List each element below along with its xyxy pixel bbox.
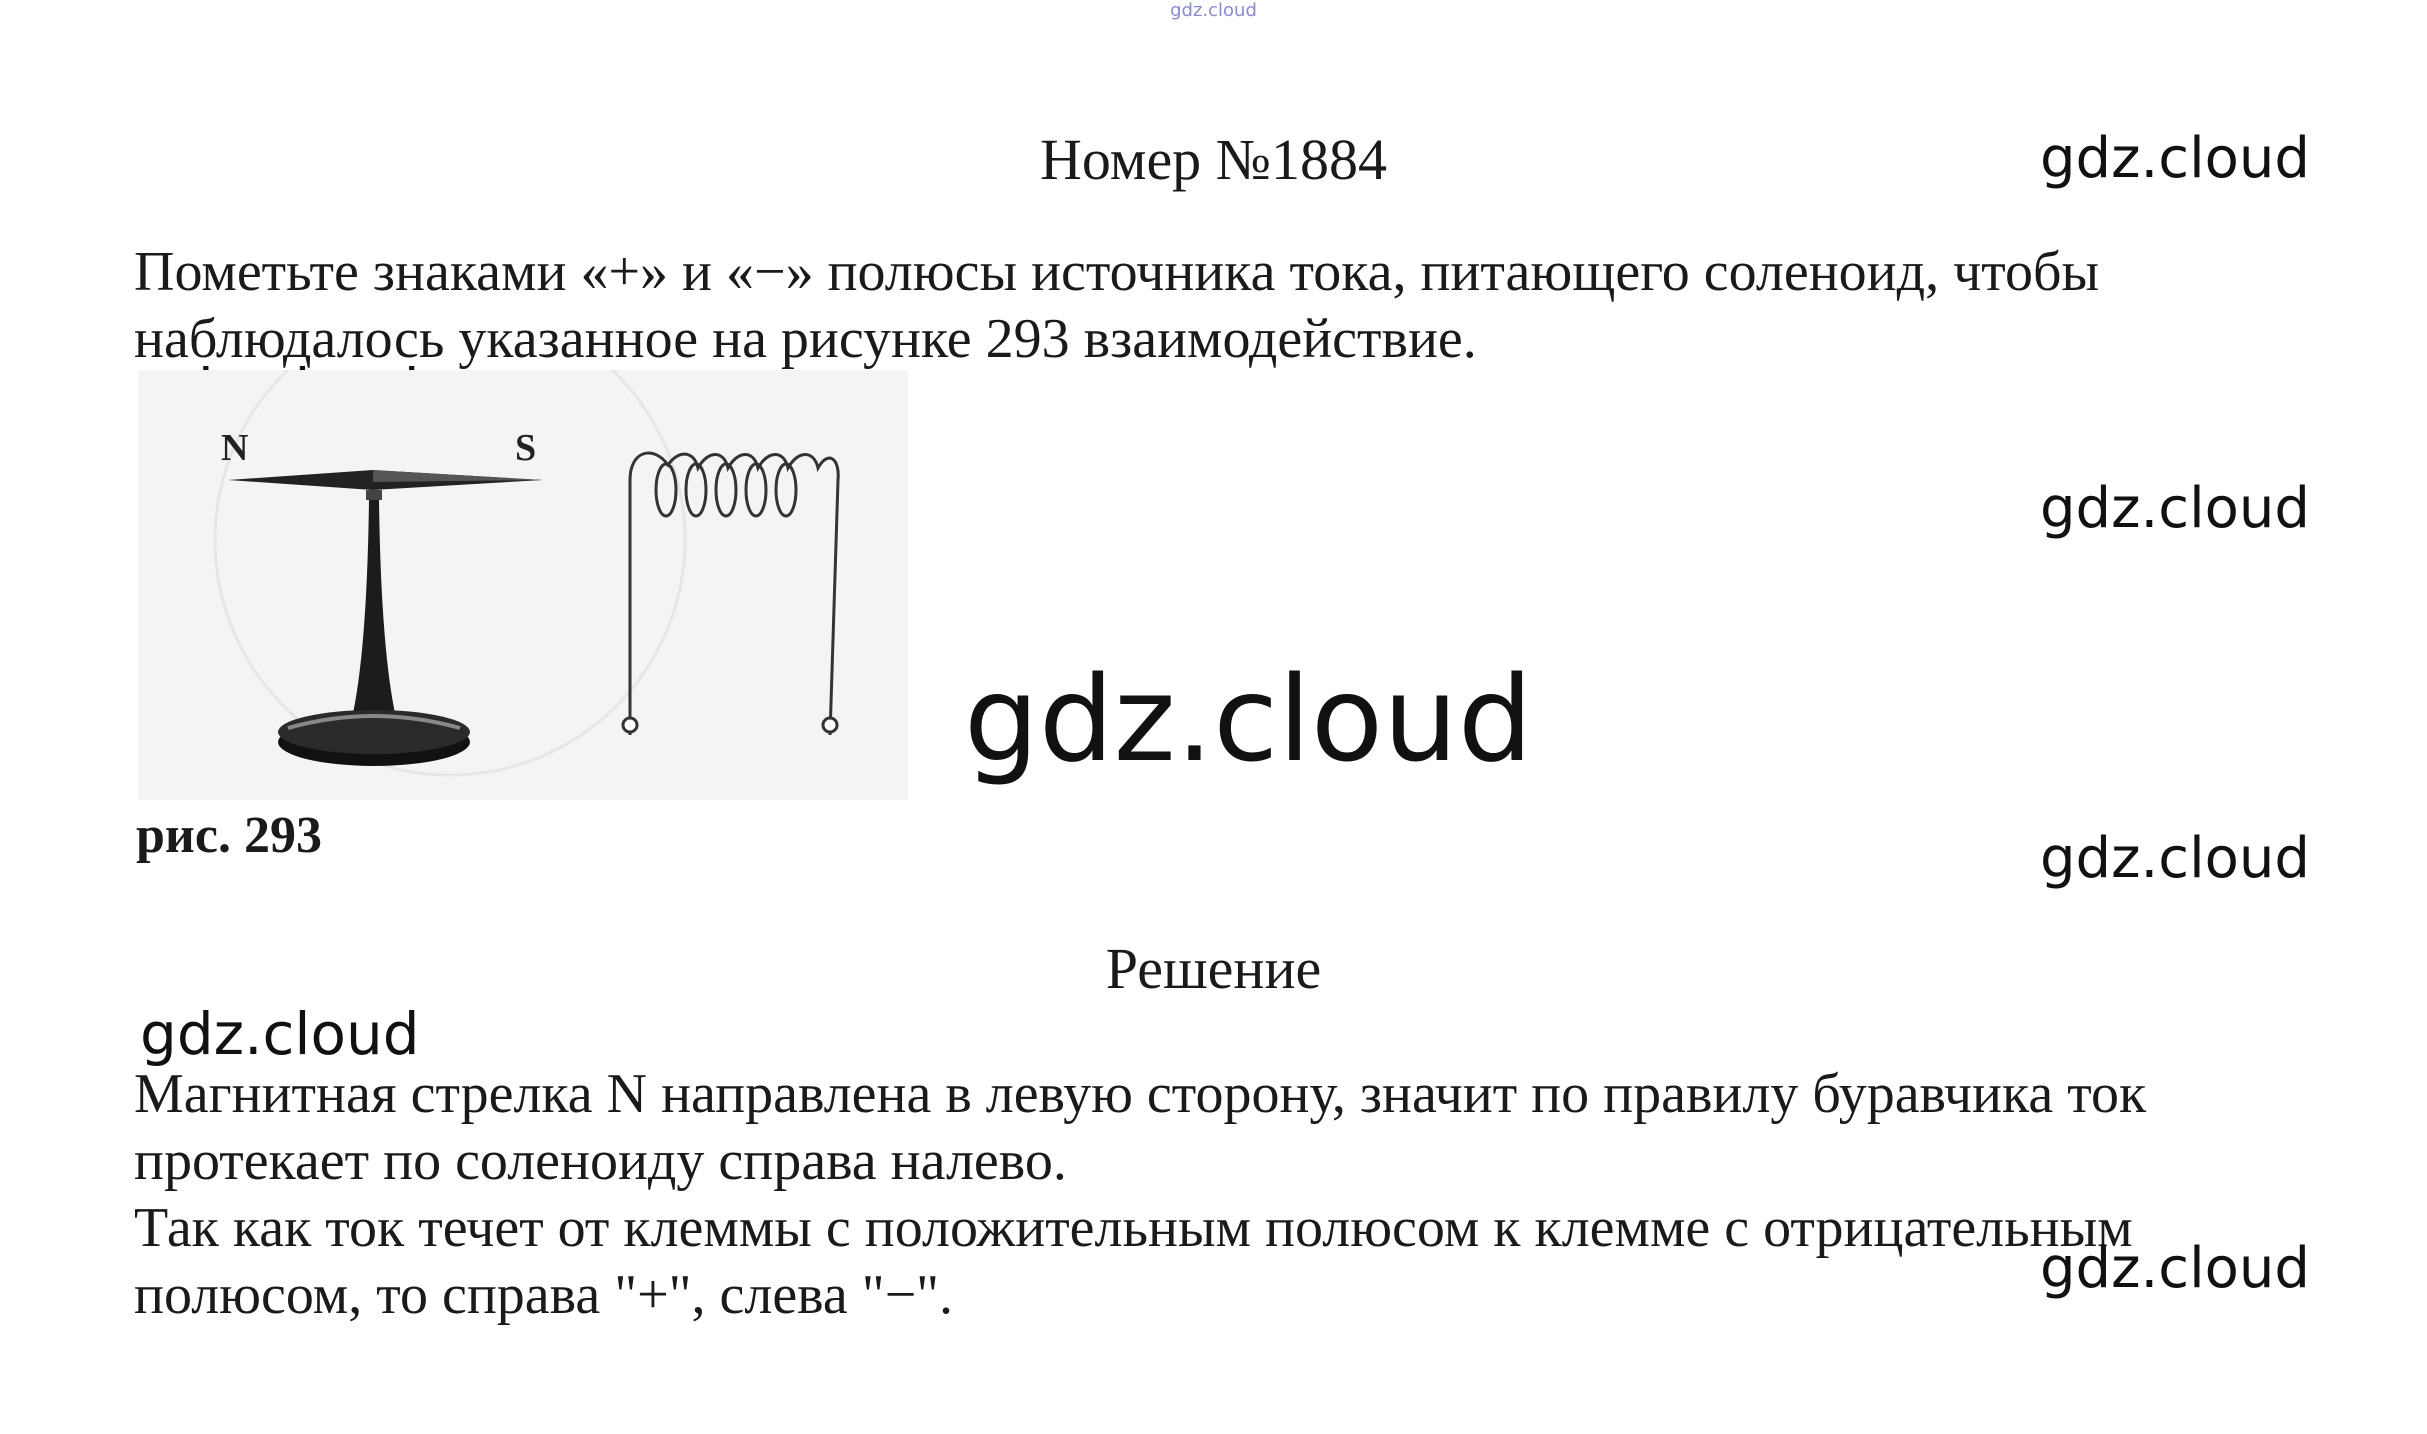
task-text-line-1: Пометьте знаками «+» и «−» полюсы источника тока, питающего соленоид, чтобы [134,241,2100,303]
solution-heading: Решение [1105,936,1322,1001]
figure-293 [138,370,908,800]
page-title: Номер №1884 [1039,127,1388,192]
solution-text-line-1: Магнитная стрелка N направлена в левую сторону, значит по правилу буравчика ток [134,1063,2147,1125]
watermark: gdz.cloud [2040,826,2310,891]
watermark: gdz.cloud [2040,1236,2310,1301]
watermark: gdz.cloud [2040,476,2310,541]
solution-text-line-4: полюсом, то справа "+", слева "−". [134,1264,954,1326]
watermark-large: gdz.cloud [964,650,1533,788]
figure-caption: рис. 293 [136,807,322,864]
watermark: gdz.cloud [140,1000,420,1068]
pole-s-label: S [515,427,537,469]
watermark: gdz.cloud [2040,126,2310,191]
task-text-line-2: наблюдалось указанное на рисунке 293 взаимодействие. [134,308,1477,370]
solution-text-line-3: Так как ток течет от клеммы с положительным полюсом к клемме с отрицательным [134,1197,2133,1259]
solution-text-line-2: протекает по соленоиду справа налево. [134,1130,1067,1192]
pole-n-label: N [221,427,249,469]
top-watermark: gdz.cloud [1170,0,1257,21]
